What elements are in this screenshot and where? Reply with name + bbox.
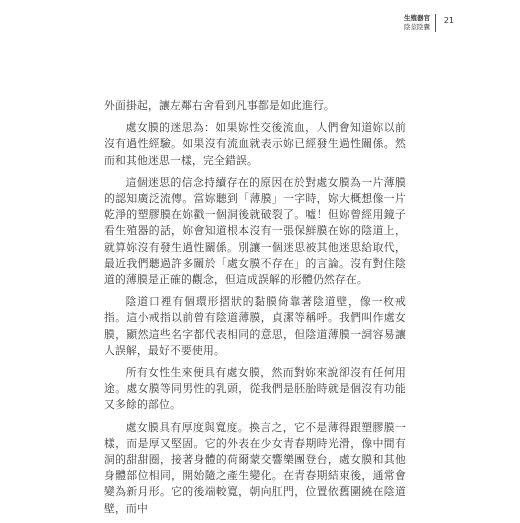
paragraph-continuation: 外面掛起，讓左鄰右舍看到凡事都是如此進行。 xyxy=(104,99,335,112)
header-divider xyxy=(435,14,436,32)
chapter-title: 生殖器官 xyxy=(404,14,430,22)
section-title: 陰莖陰囊 xyxy=(404,23,430,31)
paragraph: 這個迷思的信念持續存在的原因在於對處女膜為一片薄膜的認知廣泛流傳。當妳聽到「薄膜」一字時，妳大概想像一片乾淨的塑膠膜在妳戳一個洞後就破裂了。噓！但妳曾經用鏡子看生殖器的話，妳會知道根本沒有一張保鮮膜在妳的陰道上，就算妳沒有發生過性關係。別讓一個迷思被其他迷思給取代，最近我們聽過許多關於「處女膜不存在」的言論。沒有對住陰道的薄膜是正確的觀念，但這成誤解的形體仍然存在。 xyxy=(104,175,406,287)
paragraph: 處女膜具有厚度與寬度。換言之，它不是薄得跟塑膠膜一樣，而是厚又堅固。它的外表在少女青春期時光滑，像中間有洞的甜甜圈，接著身體的荷爾蒙交響樂團登台，處女膜和其他身體部位相同，開始隨之產生變化。在青春期結束後，通常會變為新月形。它的後端較寬，朝向肛門，位置依舊圍繞在陰道壁，而中 xyxy=(104,420,406,515)
body-text xyxy=(104,98,406,523)
running-head xyxy=(404,14,430,32)
page-number: 21 xyxy=(443,16,454,25)
paragraph: 處女膜的迷思為：如果妳性交後流血，人們會知道妳以前沒有過性經驗。如果沒有流血就表示妳已經發生過性關係。然而和其他迷思一樣，完全錯誤。 xyxy=(104,121,406,167)
paragraph: 所有女性生來便具有處女膜，然而對妳來說卻沒有任何用途。處女膜等同男性的乳頭，從我們是胚胎時就是個沒有功能又多餘的部位。 xyxy=(104,366,406,412)
paragraph: 陰道口裡有個環形摺狀的黏膜倚靠著陰道壁，像一枚戒指。這小戒指以前曾有陰道薄膜，貞潔等稱呼。我們叫作處女膜，顯然這些名字都代表相同的意思，但陰道薄膜一詞容易讓人誤解，最好不要使用。 xyxy=(104,295,406,357)
